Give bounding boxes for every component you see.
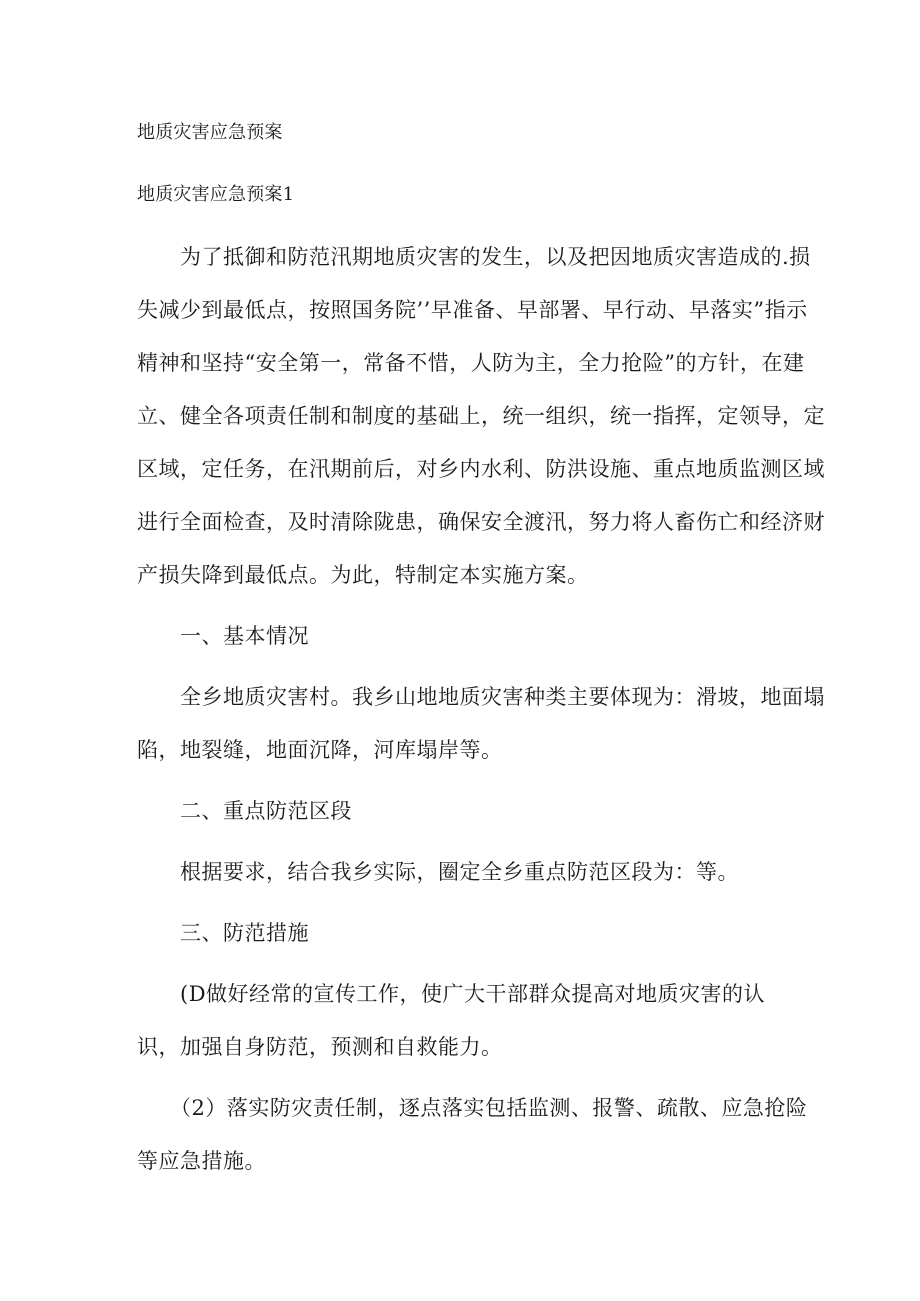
section-1-heading: 一、基本情况 (180, 624, 309, 648)
section-1-line-2: 陷，地裂缝，地面沉降，河库塌岸等。 (137, 738, 503, 762)
section-2-heading: 二、重点防范区段 (180, 799, 352, 823)
intro-line-3: 精神和坚持“安全第一，常备不惜，人防为主，全力抢险”的方针，在建 (137, 351, 805, 375)
document-subtitle: 地质灾害应急预案1 (137, 184, 295, 205)
section-2-line-1: 根据要求，结合我乡实际，圈定全乡重点防范区段为：等。 (180, 860, 739, 884)
intro-line-1: 为了抵御和防范汛期地质灾害的发生，以及把因地质灾害造成的.损 (180, 245, 811, 269)
measure-1-line-2: 识，加强自身防范，预测和自救能力。 (137, 1035, 503, 1059)
measure-2-line-2: 等应急措施。 (137, 1149, 266, 1173)
intro-line-4: 立、健全各项责任制和制度的基础上，统一组织，统一指挥，定领导，定 (137, 404, 825, 428)
intro-line-2: 失减少到最低点，按照国务院’’早准备、早部署、早行动、早落实”指示 (137, 298, 808, 322)
section-1-line-1: 全乡地质灾害村。我乡山地地质灾害种类主要体现为：滑坡，地面塌 (180, 685, 825, 709)
measure-1-line-1: (D做好经常的宣传工作，使广大干部群众提高对地质灾害的认 (180, 982, 766, 1006)
section-3-heading: 三、防范措施 (180, 921, 309, 945)
measure-2-line-1: （2）落实防灾责任制，逐点落实包括监测、报警、疏散、应急抢险 (170, 1096, 808, 1120)
document-title: 地质灾害应急预案 (137, 122, 283, 143)
intro-line-5: 区域，定任务，在汛期前后，对乡内水利、防洪设施、重点地质监测区域 (137, 457, 825, 481)
intro-line-6: 进行全面检查，及时清除陇患，确保安全渡汛，努力将人畜伤亡和经济财 (137, 510, 825, 534)
intro-line-7: 产损失降到最低点。为此，特制定本实施方案。 (137, 563, 589, 587)
